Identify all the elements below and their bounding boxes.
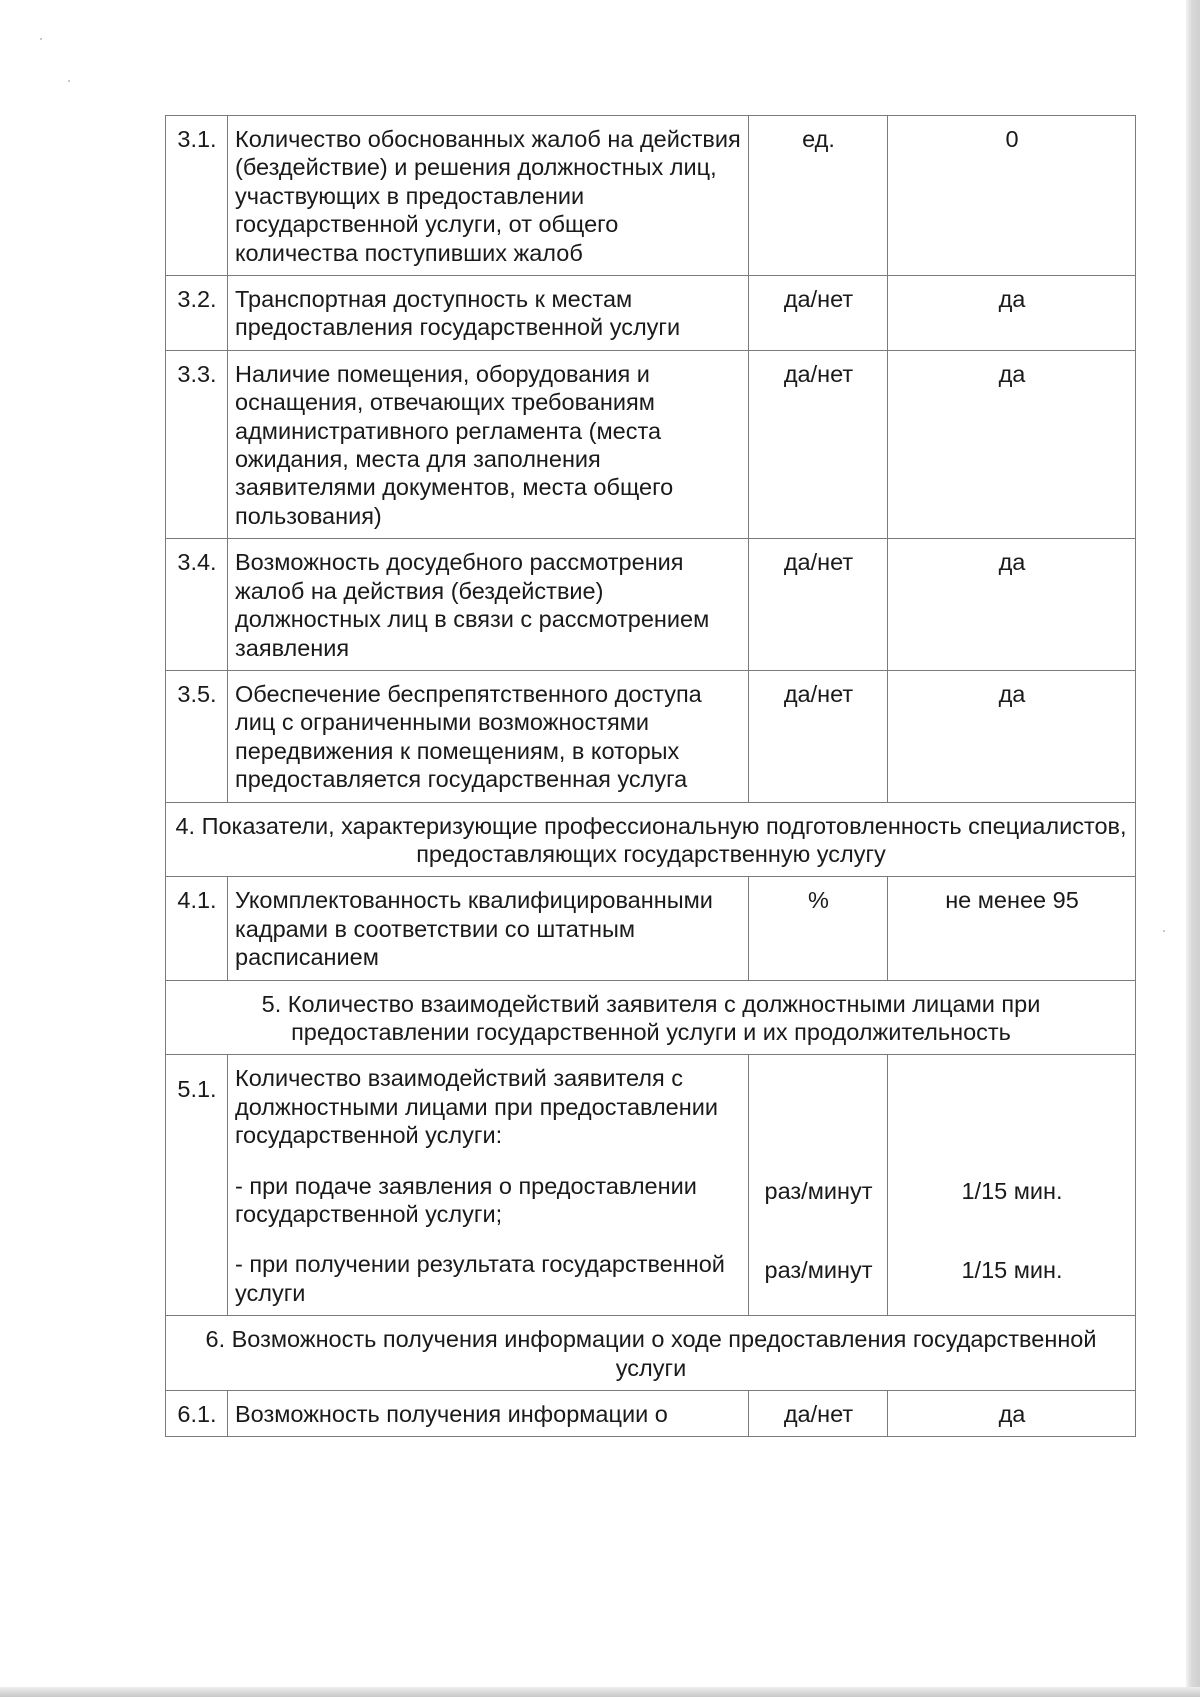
row-number: 3.4. (166, 539, 228, 671)
section-row (166, 980, 1136, 1055)
sub-value: 1/15 мин. (961, 1256, 1063, 1283)
indicator-text: Возможность досудебного рассмотрения жалоб на действия (бездействие) должностных лиц в связи с рассмотрением заявления (228, 539, 749, 671)
unit-cell: да/нет (749, 350, 888, 538)
indicator-text: Возможность получения информации о (228, 1391, 749, 1437)
sub-indicator-text: - при подаче заявления о предоставлении государственной услуги; (235, 1172, 697, 1227)
scan-speck (68, 80, 70, 82)
row-number: 6.1. (166, 1391, 228, 1437)
sub-unit: раз/минут (764, 1256, 873, 1283)
indicator-text: Транспортная доступность к местам предоставления государственной услуги (228, 276, 749, 351)
page-edge-bottom (0, 1687, 1200, 1697)
sub-indicator-text: - при получении результата государственной услуги (235, 1251, 725, 1306)
row-number: 5.1. (166, 1055, 228, 1316)
unit-cell: да/нет (749, 1391, 888, 1437)
table-row (166, 276, 1136, 351)
row-number: 3.2. (166, 276, 228, 351)
row-number: 4.1. (166, 877, 228, 980)
table-row (166, 1391, 1136, 1437)
indicator-text: Количество взаимодействий заявителя с должностными лицами при предоставлении государственной услуги: (235, 1065, 718, 1149)
unit-cell: ед. (749, 116, 888, 276)
indicator-text: Обеспечение беспрепятственного доступа лиц с ограниченными возможностями передвижения к помещениям, в которых предоставляется государственная услуга (228, 670, 749, 802)
sub-unit: раз/минут (764, 1178, 873, 1205)
table-row (166, 116, 1136, 276)
unit-cell: да/нет (749, 539, 888, 671)
value-cell: не менее 95 (888, 877, 1136, 980)
value-cell: да (888, 670, 1136, 802)
unit-cell (749, 1055, 888, 1316)
indicator-text: Укомплектованность квалифицированными кадрами в соответствии со штатным расписанием (228, 877, 749, 980)
page-edge-right (1186, 0, 1200, 1697)
value-cell (888, 1055, 1136, 1316)
table-row (166, 539, 1136, 671)
value-cell: да (888, 539, 1136, 671)
value-cell: да (888, 276, 1136, 351)
unit-cell: % (749, 877, 888, 980)
scan-speck (1163, 930, 1165, 932)
value-cell: да (888, 350, 1136, 538)
sub-value: 1/15 мин. (961, 1178, 1063, 1205)
table-row (166, 1055, 1136, 1316)
indicator-text-block (228, 1055, 749, 1316)
table-row (166, 670, 1136, 802)
value-cell: 0 (888, 116, 1136, 276)
section-heading: 5. Количество взаимодействий заявителя с должностными лицами при предоставлении государственной услуги и их продолжительность (166, 980, 1136, 1055)
indicators-table (165, 115, 1136, 1437)
indicator-text: Количество обоснованных жалоб на действия (бездействие) и решения должностных лиц, участвующих в предоставлении государственной услуги, от общего количества поступивших жалоб (228, 116, 749, 276)
row-number: 3.5. (166, 670, 228, 802)
value-cell: да (888, 1391, 1136, 1437)
section-row (166, 802, 1136, 877)
indicator-text: Наличие помещения, оборудования и оснащения, отвечающих требованиям административного регламента (места ожидания, места для заполнения заявителями документов, места общего пользования) (228, 350, 749, 538)
section-heading: 4. Показатели, характеризующие профессиональную подготовленность специалистов, предоставляющих государственную услугу (166, 802, 1136, 877)
table-row (166, 350, 1136, 538)
unit-cell: да/нет (749, 276, 888, 351)
row-number: 3.1. (166, 116, 228, 276)
row-number: 3.3. (166, 350, 228, 538)
unit-cell: да/нет (749, 670, 888, 802)
scan-speck (40, 38, 42, 40)
section-heading: 6. Возможность получения информации о ходе предоставления государственной услуги (166, 1316, 1136, 1391)
section-row (166, 1316, 1136, 1391)
table-row (166, 877, 1136, 980)
